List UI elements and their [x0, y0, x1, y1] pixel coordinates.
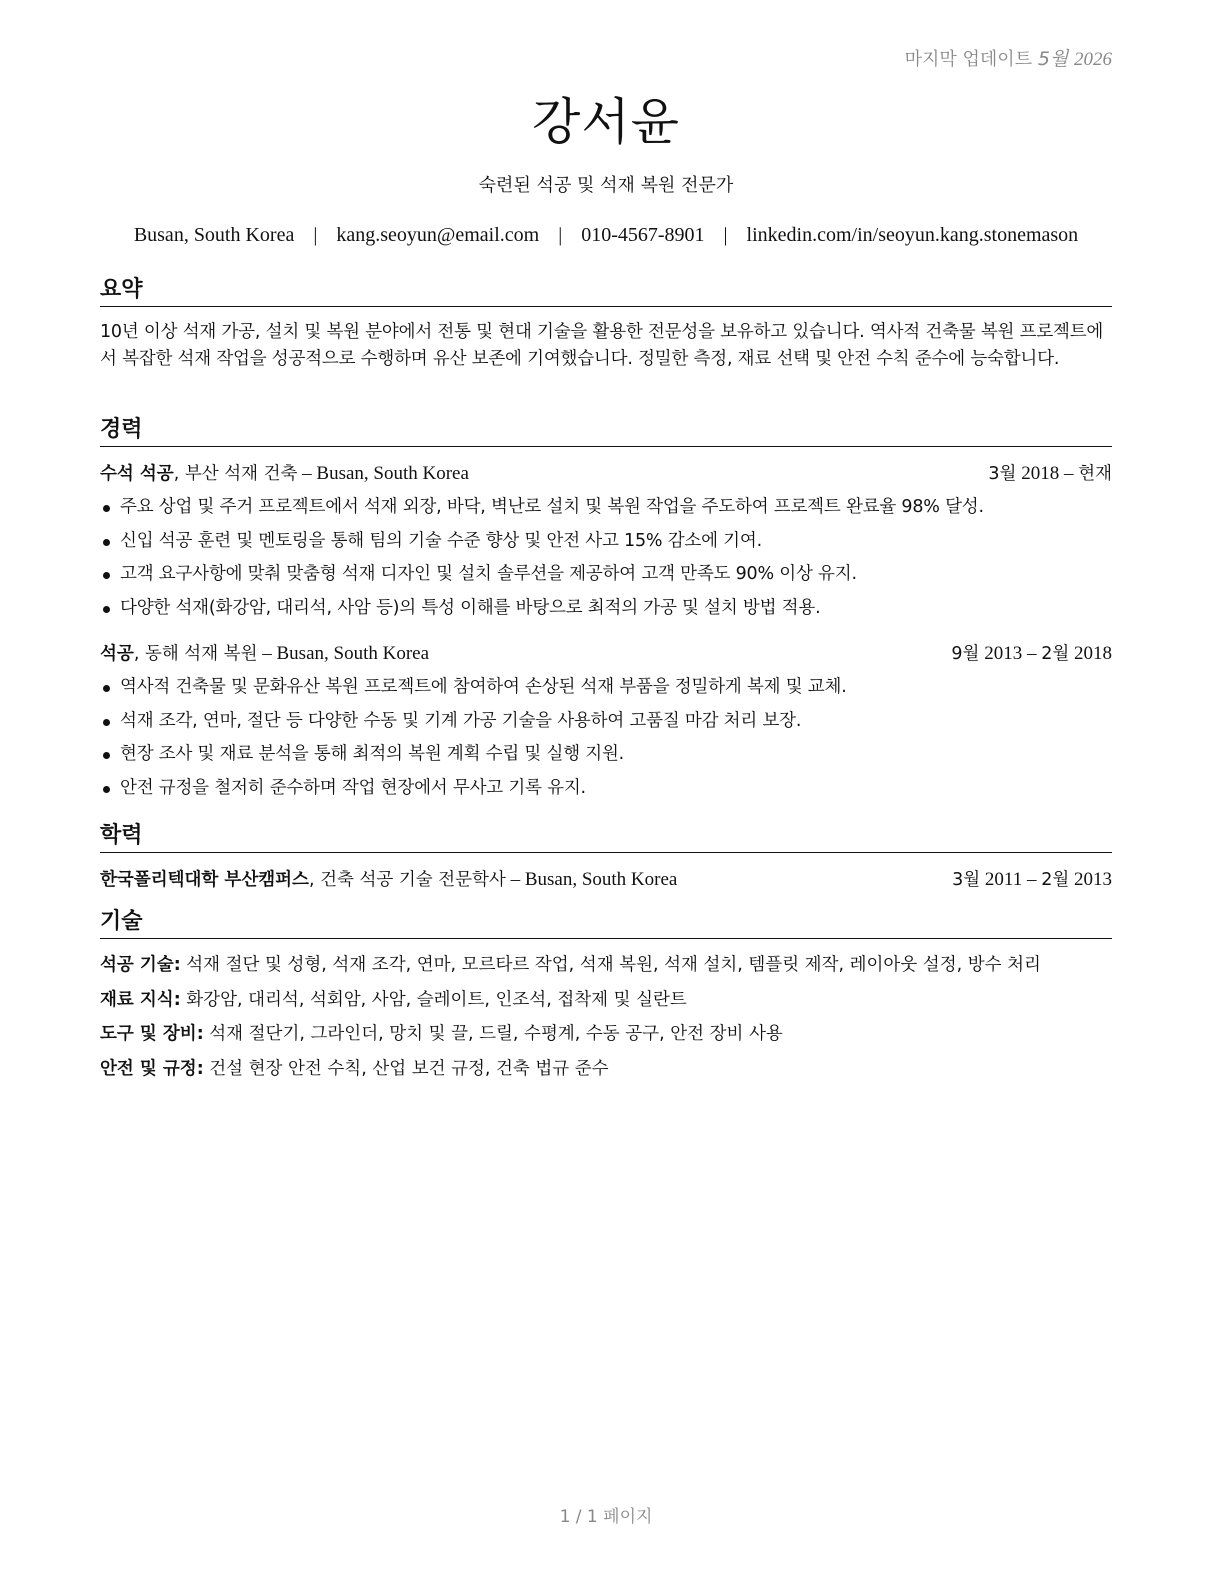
education-entry — [100, 867, 1112, 893]
experience-section — [100, 416, 1112, 805]
job-header — [100, 461, 1112, 487]
education-section — [100, 822, 1112, 893]
bullet-item: 석재 조각, 연마, 절단 등 다양한 수동 및 기계 가공 기술을 사용하여 고품질 마감 처리 보장. — [100, 705, 1112, 739]
section-title-experience: 경력 — [100, 416, 1112, 447]
section-title-education: 학력 — [100, 822, 1112, 853]
skill-row: 재료 지식: 화강암, 대리석, 석회암, 사암, 슬레이트, 인조석, 접착제 및 실란트 — [100, 989, 687, 1010]
tagline: 숙련된 석공 및 석재 복원 전문가 — [478, 175, 734, 196]
job-location: – Busan, South Korea — [257, 643, 430, 664]
summary-section — [100, 276, 1112, 373]
job-location: – Busan, South Korea — [297, 463, 469, 484]
job-dates: 9월 2013 – 2월 2018 — [951, 643, 1112, 664]
job-bullets — [100, 491, 1112, 625]
skill-row: 도구 및 장비: 석재 절단기, 그라인더, 망치 및 끌, 드릴, 수평계, 수동 공구, 안전 장비 사용 — [100, 1024, 783, 1044]
skill-row: 석공 기술: 석재 절단 및 성형, 석재 조각, 연마, 모르타르 작업, 석재 복원, 석재 설치, 템플릿 제작, 레이아웃 설정, 방수 처리 — [100, 955, 1041, 975]
degree: , 건축 석공 기술 전문학사 — [308, 870, 506, 890]
contact-separator: | — [313, 224, 318, 246]
contact-linkedin[interactable]: linkedin.com/in/seoyun.kang.stonemason — [746, 224, 1079, 246]
bullet-item: 다양한 석재(화강암, 대리석, 사암 등)의 특성 이해를 바탕으로 최적의 가공 및 설치 방법 적용. — [100, 592, 1112, 626]
bullet-item: 안전 규정을 철저히 준수하며 작업 현장에서 무사고 기록 유지. — [100, 772, 1112, 806]
job-role: 수석 석공 — [100, 464, 174, 484]
job-bullets — [100, 671, 1112, 805]
job-entry — [100, 461, 1112, 625]
contact-line — [100, 224, 1112, 247]
bullet-item: 주요 상업 및 주거 프로젝트에서 석재 외장, 바닥, 벽난로 설치 및 복원 작업을 주도하여 프로젝트 완료율 98% 달성. — [100, 491, 1112, 525]
contact-email[interactable]: kang.seoyun@email.com — [336, 224, 540, 246]
section-title-summary: 요약 — [100, 276, 1112, 307]
resume-page — [100, 0, 1112, 1584]
job-entry — [100, 641, 1112, 805]
education-location: – Busan, South Korea — [505, 869, 678, 890]
school-name: 한국폴리텍대학 부산캠퍼스 — [100, 870, 309, 890]
last-updated-month: 5월 — [1037, 48, 1069, 70]
job-role: 석공 — [100, 644, 134, 664]
candidate-name: 강서윤 — [532, 93, 680, 151]
job-company: , 부산 석재 건축 — [173, 464, 298, 484]
contact-separator: | — [558, 224, 563, 246]
skills-section — [100, 908, 1112, 1086]
page-number: 1 / 1 페이지 — [559, 1507, 653, 1527]
last-updated-label: 마지막 업데이트 — [904, 49, 1033, 70]
bullet-item: 역사적 건축물 및 문화유산 복원 프로젝트에 참여하여 손상된 석재 부품을 정밀하게 복제 및 교체. — [100, 671, 1112, 705]
bullet-item: 현장 조사 및 재료 분석을 통해 최적의 복원 계획 수립 및 실행 지원. — [100, 738, 1112, 772]
job-company: , 동해 석재 복원 — [133, 644, 258, 664]
last-updated — [905, 44, 1112, 71]
job-dates: 3월 2018 – 현재 — [988, 463, 1112, 484]
contact-phone[interactable]: 010-4567-8901 — [581, 224, 705, 246]
summary-text: 10년 이상 석재 가공, 설치 및 복원 분야에서 전통 및 현대 기술을 활용한 전문성을 보유하고 있습니다. 역사적 건축물 복원 프로젝트에서 복잡한 석재 작업을 성공적으로 수행하며 유산 보존에 기여했습니다. 정밀한 측정, 재료 선택 및 안전 수칙 준수에 능숙합니다. — [100, 322, 1104, 369]
bullet-item: 고객 요구사항에 맞춰 맞춤형 석재 디자인 및 설치 솔루션을 제공하여 고객 만족도 90% 이상 유지. — [100, 558, 1112, 592]
contact-location: Busan, South Korea — [133, 224, 295, 246]
section-title-skills: 기술 — [100, 908, 1112, 939]
contact-separator: | — [723, 224, 728, 246]
skills-list — [100, 948, 1112, 1086]
education-dates: 3월 2011 – 2월 2013 — [952, 869, 1112, 890]
skill-row: 안전 및 규정: 건설 현장 안전 수칙, 산업 보건 규정, 건축 법규 준수 — [100, 1058, 609, 1079]
job-header — [100, 641, 1112, 667]
last-updated-year: 2026 — [1074, 49, 1112, 70]
bullet-item: 신입 석공 훈련 및 멘토링을 통해 팀의 기술 수준 향상 및 안전 사고 15% 감소에 기여. — [100, 525, 1112, 559]
